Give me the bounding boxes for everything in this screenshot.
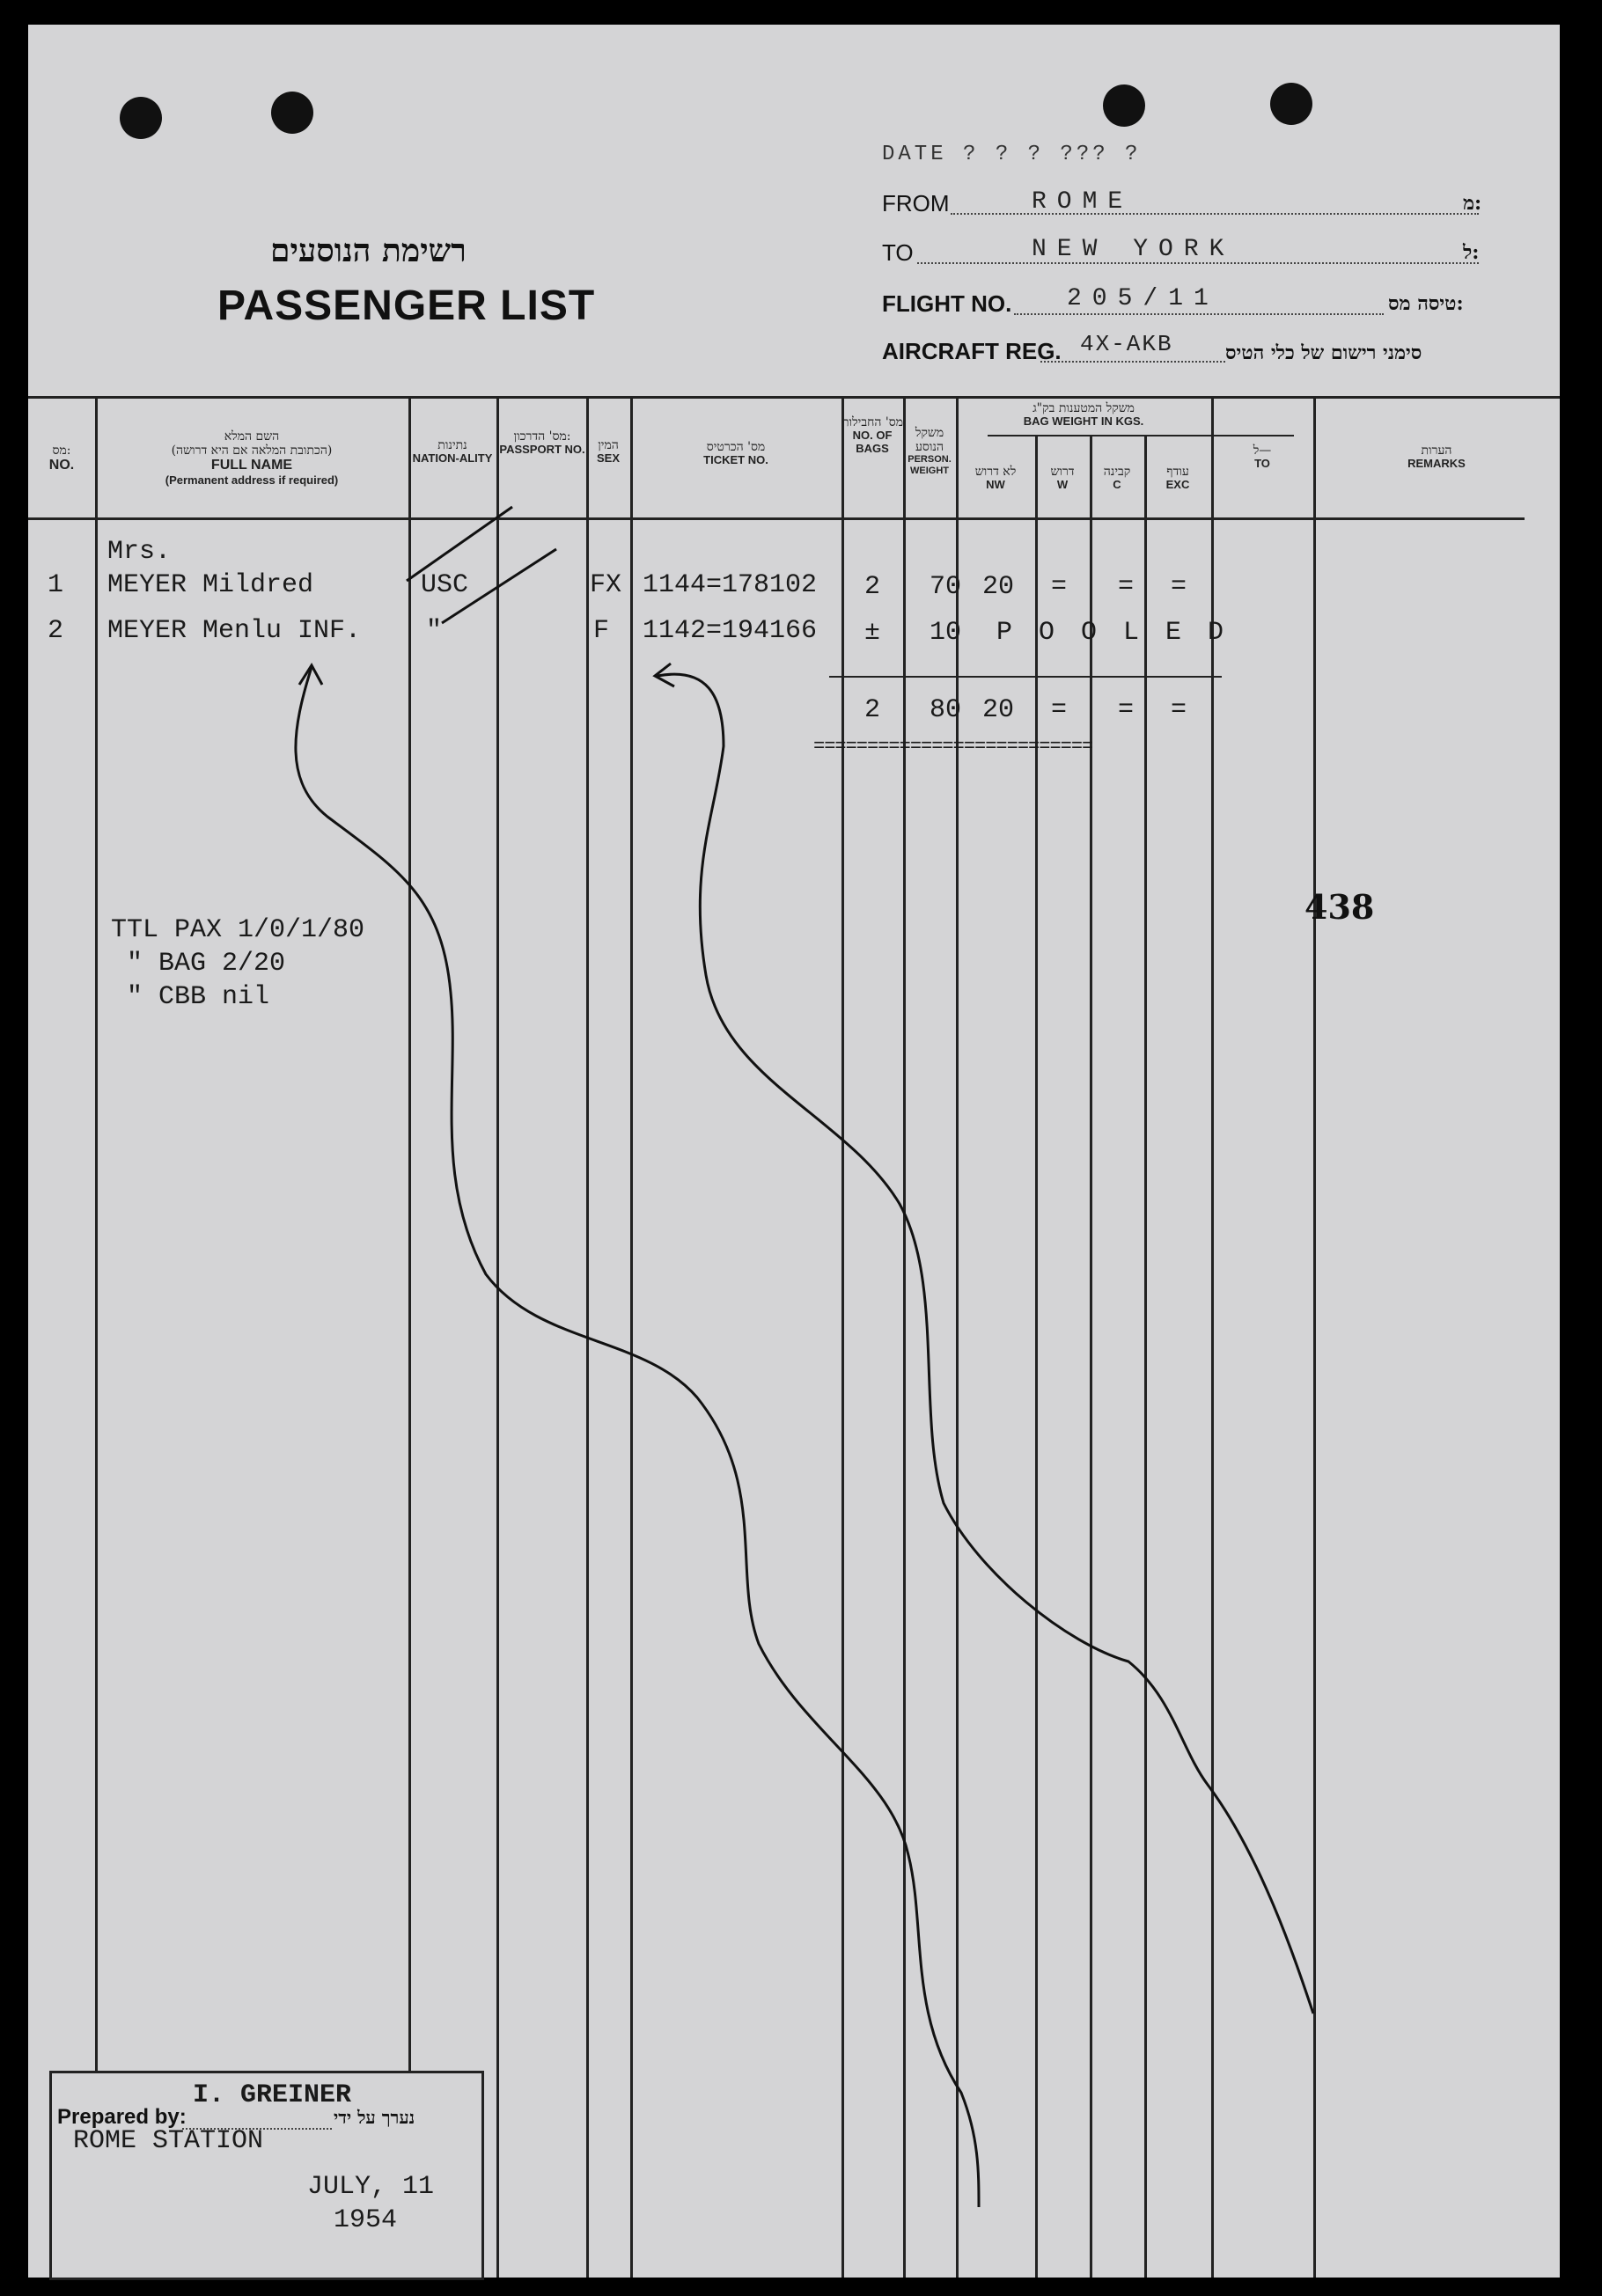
sex-value: F xyxy=(593,616,610,646)
arrow-head-name xyxy=(299,665,322,685)
col-header-bags: מס' החבילות NO. OF BAGS xyxy=(841,415,903,456)
preparer-name: I. GREINER xyxy=(193,2080,352,2110)
to-value: NEW YORK xyxy=(1032,236,1235,263)
arrow-line-name xyxy=(296,667,979,2207)
page-title: PASSENGER LIST xyxy=(217,282,596,329)
prepared-by-hebrew: נערך על ידי xyxy=(334,2107,415,2128)
col-header-bag-weight: משקל המטענות בק"ג BAG WEIGHT IN KGS. xyxy=(1023,401,1144,429)
weight-exc: = xyxy=(1171,572,1187,602)
col-header-passport: :מס' הדרכון PASSPORT NO. xyxy=(499,429,585,457)
col-header-sex: המין SEX xyxy=(596,438,620,466)
passport-check-stroke xyxy=(442,549,556,623)
flight-label: FLIGHT NO. xyxy=(882,290,1012,317)
total-bags: 2 xyxy=(864,695,881,725)
prepared-date: JULY, 11 xyxy=(307,2172,435,2202)
station-name: ROME STATION xyxy=(73,2126,264,2156)
col-header-ticket: מס' הכרטיס TICKET NO. xyxy=(703,440,768,467)
aircraft-hebrew: סימני רישום של כלי הטיס xyxy=(1225,341,1422,364)
row-number: 2 xyxy=(48,616,64,646)
note-line: TTL PAX 1/0/1/80 xyxy=(111,915,365,945)
weight-c: = xyxy=(1118,572,1135,602)
prepared-year: 1954 xyxy=(334,2205,398,2235)
to-hebrew: :ל xyxy=(1463,241,1480,264)
nationality-value: USC xyxy=(421,570,469,600)
nationality-value: " xyxy=(426,616,443,646)
col-header-c: קבינה C xyxy=(1103,465,1131,492)
from-label: FROM xyxy=(882,190,950,216)
bags-count: 2 xyxy=(864,572,881,602)
col-header-nw: לא דרוש NW xyxy=(974,465,1017,492)
col-header-person-weight: משקל הנוסע PERSON. WEIGHT xyxy=(908,426,952,476)
row-number: 1 xyxy=(48,570,64,600)
flight-value: 205/11 xyxy=(1067,285,1219,312)
col-header-nationality: נתינות NATION-ALITY xyxy=(412,438,493,466)
passenger-title: Mrs. xyxy=(107,537,172,567)
col-header-remarks: הערות REMARKS xyxy=(1407,444,1466,471)
pooled-note: P O O L E D xyxy=(996,618,1230,648)
aircraft-label: AIRCRAFT REG. xyxy=(882,338,1062,364)
weight-w: = xyxy=(1051,572,1068,602)
arrow-line-ticket xyxy=(658,674,1313,2014)
document-sheet xyxy=(28,25,1560,2278)
date-field: DATE ? ? ? ??? ? xyxy=(882,143,1142,166)
person-weight: 10 xyxy=(930,618,962,648)
col-header-w: דרוש W xyxy=(1050,465,1075,492)
total-c: = xyxy=(1118,695,1135,725)
passenger-name: MEYER Mildred xyxy=(107,570,314,600)
weight-nw: 20 xyxy=(982,572,1015,602)
col-header-full-name: השם המלא (הכתובת המלאה אם היא דרושה) FULL NAME (Permanent address if required) xyxy=(165,429,339,487)
bags-count: ± xyxy=(864,618,881,648)
prepared-by-box xyxy=(49,2071,484,2280)
totals-double-underline: ========================== xyxy=(813,736,1093,758)
stamp-number: 438 xyxy=(1304,887,1375,927)
prepared-by-label: Prepared by: xyxy=(57,2105,187,2129)
col-header-no: :מס NO. xyxy=(48,444,75,473)
total-weight: 80 xyxy=(930,695,962,725)
from-value: ROME xyxy=(1032,188,1134,216)
pen-marks xyxy=(28,25,1560,2278)
from-hebrew: :מ xyxy=(1463,192,1482,215)
nationality-check-stroke xyxy=(407,507,512,581)
total-exc: = xyxy=(1171,695,1187,725)
flight-hebrew: :טיסה מס xyxy=(1388,292,1464,315)
total-nw: 20 xyxy=(982,695,1015,725)
ticket-number: 1144=178102 xyxy=(643,570,818,600)
person-weight: 70 xyxy=(930,572,962,602)
aircraft-value: 4X-AKB xyxy=(1080,331,1173,357)
note-line: " BAG 2/20 xyxy=(127,949,286,979)
passenger-name: MEYER Menlu INF. xyxy=(107,616,362,646)
to-label: TO xyxy=(882,239,914,266)
title-hebrew: רשימת הנוסעים xyxy=(270,232,467,269)
ticket-number: 1142=194166 xyxy=(643,616,818,646)
col-header-exc: עודף EXC xyxy=(1165,465,1190,492)
note-line: " CBB nil xyxy=(127,982,270,1012)
col-header-to: —ל TO xyxy=(1253,444,1272,471)
sex-value: FX xyxy=(590,570,622,600)
total-w: = xyxy=(1051,695,1068,725)
